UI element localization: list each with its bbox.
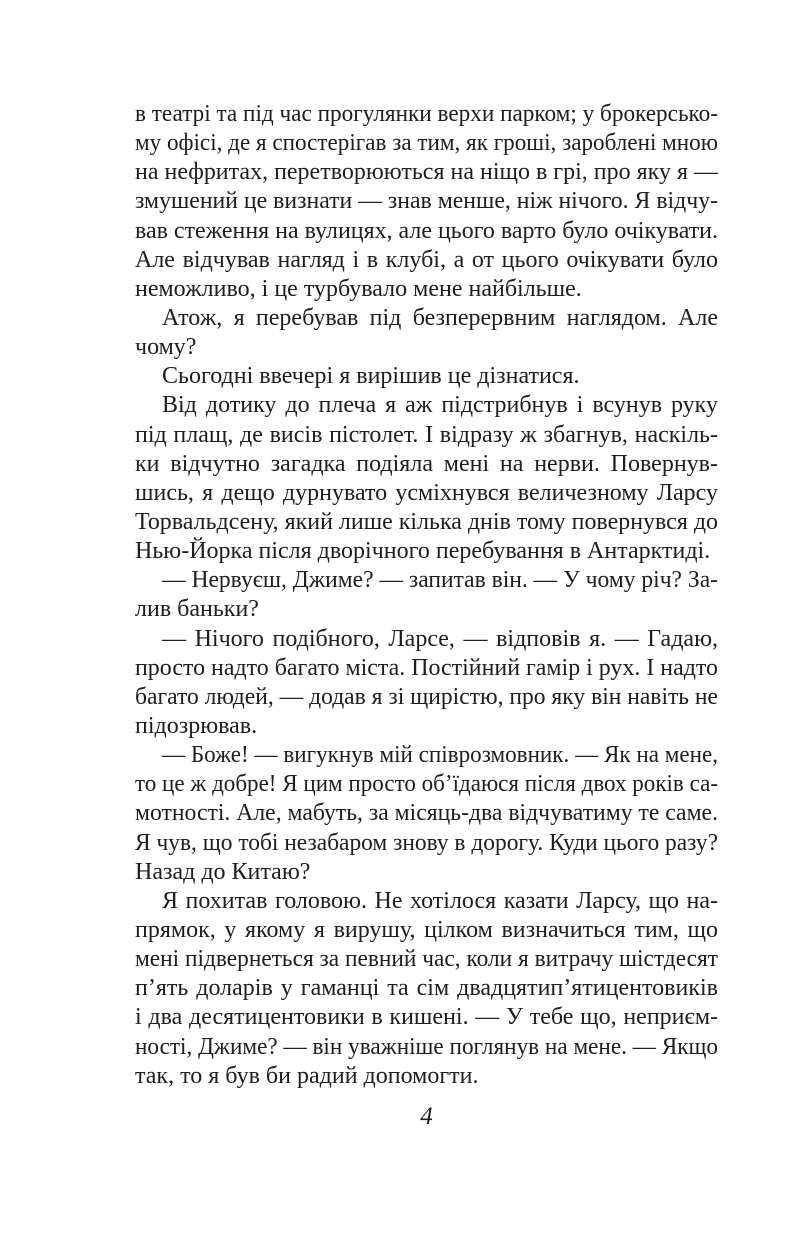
text-line-content: п’ять доларів у гаманці та сім двадцятип’ятицентовиків <box>135 975 718 1002</box>
text-line-content: підозрював. <box>135 712 258 739</box>
text-line <box>135 129 718 158</box>
text-line-content: Нью-Йорка після дворічного перебування в Антарктиді. <box>135 538 711 565</box>
text-line-content: неможливо, і це турбувало мене найбільше. <box>135 275 582 302</box>
text-line-content: — Нервуєш, Джиме? — запитав він. — У чому річ? За- <box>162 567 718 594</box>
text-line-content: Я похитав головою. Не хотілося казати Ларсу, що на- <box>162 887 718 914</box>
text-line-content: Атож, я перебував під безперервним наглядом. Але <box>162 304 718 331</box>
text-line-content: лив баньки? <box>135 596 259 623</box>
text-line <box>135 304 718 333</box>
text-line-content: — Нічого подібного, Ларсе, — відповів я. — Гадаю, <box>162 625 718 652</box>
page-number: 4 <box>420 1103 433 1130</box>
text-line <box>135 741 718 770</box>
text-line-content: Але відчував нагляд і в клубі, а от цього очікувати було <box>135 246 718 273</box>
text-line <box>135 712 718 741</box>
text-line-content: так, то я був би радий допомогти. <box>135 1062 479 1089</box>
text-line <box>135 508 718 537</box>
paragraph <box>135 304 718 362</box>
text-line <box>135 945 718 974</box>
text-line-content: просто надто багато міста. Постійний гамір і рух. І надто <box>135 654 718 681</box>
text-line-content: ки відчутно загадка подіяла мені на нерви. Повернув- <box>135 450 718 477</box>
text-line <box>135 799 718 828</box>
text-line-content: і два десятицентовики в кишені. — У тебе що, неприєм- <box>135 1004 718 1031</box>
text-line <box>135 1062 718 1091</box>
text-line <box>135 916 718 945</box>
text-line-content: — Боже! — вигукнув мій співрозмовник. — Як на мене, <box>162 742 718 769</box>
text-line <box>135 654 718 683</box>
text-line <box>135 829 718 858</box>
text-line-content: Від дотику до плеча я аж підстрибнув і всунув руку <box>162 392 718 419</box>
text-line <box>135 391 718 420</box>
paragraph <box>135 741 718 887</box>
text-line <box>135 770 718 799</box>
text-line-content: на нефритах, перетворюються на ніщо в грі, про яку я — <box>135 159 718 186</box>
text-line-content: шись, я дещо дурнувато усміхнувся величезному Ларсу <box>135 479 718 506</box>
text-line-content: мотності. Але, мабуть, за місяць-два відчуватиму те саме. <box>135 800 718 827</box>
text-line <box>135 1003 718 1032</box>
text-line-content: Торвальдсену, який лише кілька днів тому повернувся до <box>135 508 718 535</box>
text-line <box>135 625 718 654</box>
paragraph <box>135 100 718 304</box>
text-line <box>135 100 718 129</box>
text-line-content: Сьогодні ввечері я вирішив це дізнатися. <box>162 363 580 390</box>
text-block <box>135 100 718 1091</box>
text-line <box>135 479 718 508</box>
text-line-content: змушений це визнати — знав менше, ніж нічого. Я відчу- <box>135 188 718 215</box>
text-line <box>135 595 718 624</box>
text-line-content: му офісі, де я спостерігав за тим, як гроші, зароблені мною <box>135 130 718 157</box>
text-line <box>135 246 718 275</box>
text-line <box>135 275 718 304</box>
text-line <box>135 362 718 391</box>
text-line-content: в театрі та під час прогулянки верхи парком; у брокерсько- <box>135 101 718 127</box>
paragraph <box>135 566 718 624</box>
paragraph <box>135 625 718 742</box>
text-line-content: ності, Джиме? — він уважніше поглянув на мене. — Якщо <box>135 1033 718 1060</box>
paragraph <box>135 362 718 391</box>
text-line-content: Я чув, що тобі незабаром знову в дорогу. Куди цього разу? <box>135 829 718 856</box>
text-line <box>135 887 718 916</box>
text-line-content: чому? <box>135 334 197 361</box>
paragraph <box>135 391 718 566</box>
text-line-content: під плащ, де висів пістолет. І відразу ж збагнув, наскіль- <box>135 421 718 448</box>
text-line <box>135 974 718 1003</box>
text-line <box>135 187 718 216</box>
text-line <box>135 566 718 595</box>
text-line-content: прямок, у якому я вирушу, цілком визначиться тим, що <box>135 916 718 943</box>
text-line <box>135 333 718 362</box>
text-line <box>135 450 718 479</box>
text-line <box>135 537 718 566</box>
text-line <box>135 1033 718 1062</box>
text-line <box>135 683 718 712</box>
paragraph <box>135 887 718 1091</box>
text-line-content: багато людей, — додав я зі щирістю, про яку він навіть не <box>135 683 718 710</box>
text-line <box>135 421 718 450</box>
text-line-content: то це ж добре! Я цим просто об’їдаюся після двох років са- <box>135 771 718 798</box>
text-line-content: мені підвернеться за певний час, коли я витрачу шістдесят <box>135 946 718 973</box>
text-line <box>135 858 718 887</box>
text-line <box>135 217 718 246</box>
text-line-content: Назад до Китаю? <box>135 858 311 885</box>
text-line <box>135 158 718 187</box>
text-line-content: вав стеження на вулицях, але цього варто було очікувати. <box>135 217 718 244</box>
